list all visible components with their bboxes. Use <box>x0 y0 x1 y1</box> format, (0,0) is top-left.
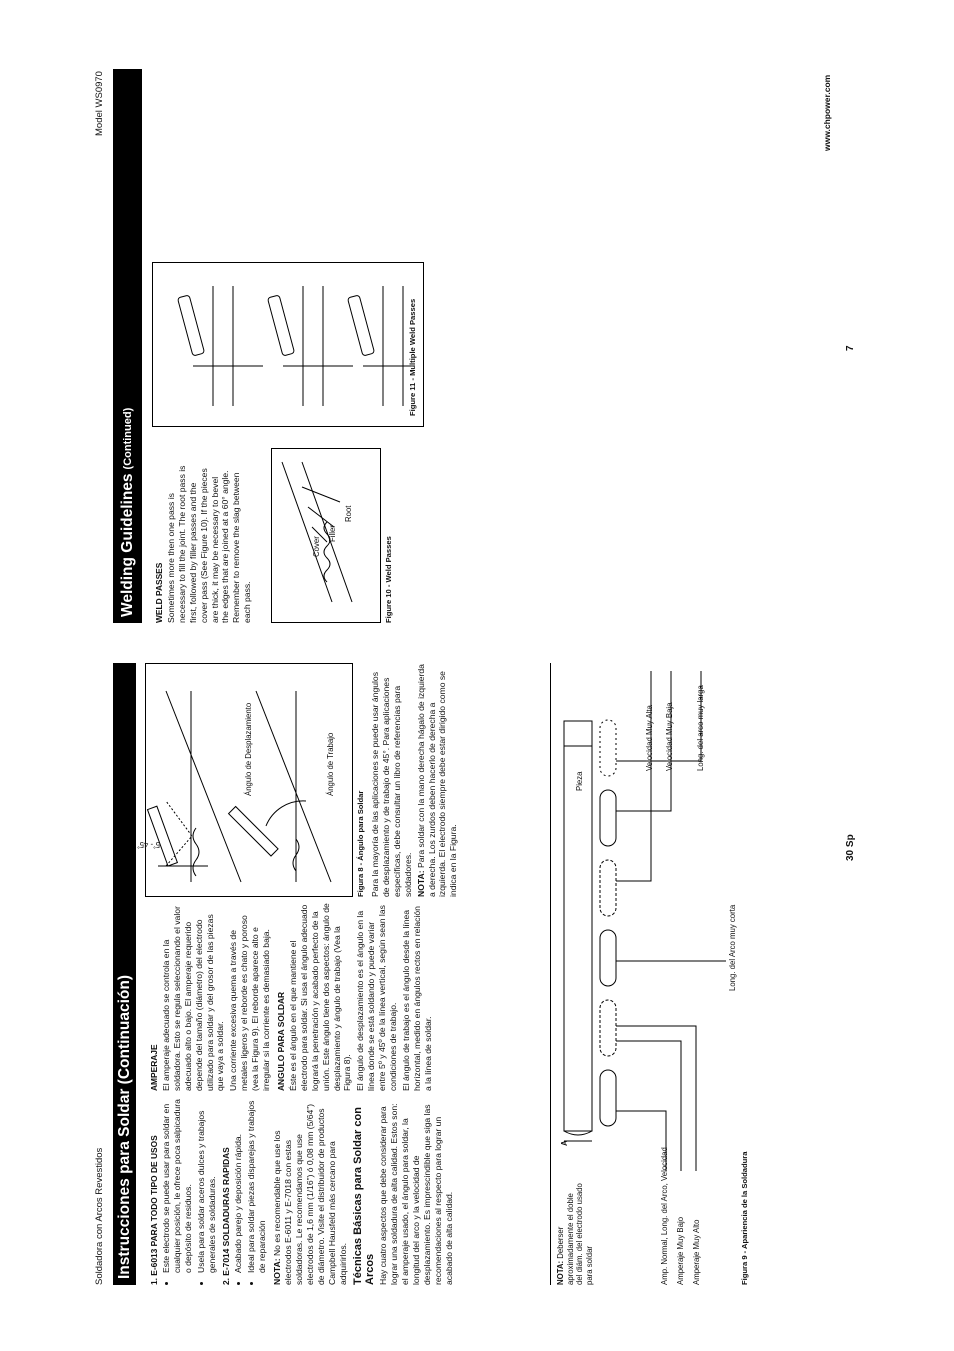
figure-8-box <box>137 663 353 897</box>
heading-e6013: 1. E-6013 PARA TODO TIPO DE USOS <box>149 1135 159 1285</box>
figure-9-note-line-1: Deberser <box>556 1226 565 1259</box>
note-text: No es recomendable que use los electrodos E-6011 y E-7018 con estas soldadoras. Le recomendamos que use electrodos de 1,6 mm (1/16”) ó 0,08 mm (5/64”) de diámetro. Visite el distribuidor de productos Campbell Hausfeld más cercano para adquirirlos. <box>272 1103 348 1285</box>
weld-passes-text <box>150 463 255 623</box>
figure-9-note-line-4: para soldar <box>584 1245 594 1285</box>
label-very-low-amp: Amperaje Muy Bajo <box>676 1216 685 1285</box>
section-title-right: Welding Guidelines <box>118 473 136 617</box>
section-title-bar-left <box>113 663 136 1285</box>
heading-amperage: AMPERAJE <box>149 1044 159 1091</box>
label-arc-too-long: Long. del arco muy larga <box>696 685 705 771</box>
figure-10-box <box>271 448 381 623</box>
handedness-note <box>416 663 460 897</box>
label-normal: Amp. Normal, Long. del Arco, Velocidad <box>660 1147 669 1285</box>
note-label: NOTA: <box>272 1258 283 1285</box>
figure-9-top-rule <box>550 663 551 1285</box>
travel-angle-label: Ángulo de Desplazamiento <box>244 702 253 796</box>
figure-8-caption: Figura 8 - Ángulo para Soldar <box>356 790 365 897</box>
figure-9-caption: Figura 9 - Apariencia de la Soldadura <box>740 1151 749 1285</box>
angle-text-3: El ángulo de trabajo es el ángulo desde la línea horizontal, medido en ángulos rectos en relación a la línea de soldar. <box>400 906 433 1091</box>
running-header-left: Soldadora con Arcos Revestidos <box>94 1147 105 1285</box>
section-title-suffix: (Continued) <box>121 407 134 470</box>
page-number-right: 7 <box>845 345 856 351</box>
figure-11-box <box>152 262 424 427</box>
work-angle-label: Ángulo de Trabajo <box>326 732 335 796</box>
bullet-e6013-1: • Este electrodo se puede usar para soldar en cualquier posición, le ofrece poca salpicadura o depósito de residuos. <box>161 1097 194 1273</box>
bullet-e6013-2: • Usela para soldar aceros dulces y trabajos generales de soldaduras. <box>196 1097 218 1273</box>
multiple-weld-passes-illustration <box>153 263 423 426</box>
angle-text-1: Éste es el ángulo en el que mantiene el electrodo para soldar. Si usa el ángulo adecuado logrará la penetración y acabado perfecto de la unión. Este ángulo tiene dos aspectos: ángulo de desplazamiento y ángulo de trabajo (Vea la Figura 8). <box>287 903 353 1091</box>
heading-e7014: 2. E-7014 SOLDADURAS RAPIDAS <box>221 1147 232 1285</box>
heading-basic-techniques: Técnicas Básicas para Soldar con Arcos <box>352 1107 377 1285</box>
heading-weld-passes: WELD PASSES <box>154 562 164 623</box>
text-column-3 <box>370 663 461 897</box>
page-number-left: 30 Sp <box>845 834 856 861</box>
amperage-text-2: Una corriente excesiva quema a través de metales ligeros y el reborde es chato y poroso (vea la Figura 9). El reborde aparece alto e irregular si la corriente es demasiado baja. <box>228 915 272 1091</box>
section-title-left: Instrucciones para Soldar (Continuación) <box>115 974 133 1279</box>
label-cover: Cover <box>312 536 321 557</box>
bullet-e7014-2: • Ideal para soldar piezas disparejas y trabajos de reparación <box>246 1097 268 1273</box>
figure-10-caption: Figure 10 - Weld Passes <box>384 536 393 623</box>
weld-passes-illustration <box>272 449 380 622</box>
text-column-2 <box>145 903 436 1091</box>
label-root: Root <box>344 505 353 522</box>
basic-techniques-text: Hay cuatro aspectos que debe considerar para lograr una soldadura de alta calidad. Estos son: el amperaje usado, el ángulo para soldar, la longitud del arco y la velocidad de desplazamiento. Es imprescindible que siga las recomendaciones al respecto para lograr un acabado de alta calidad. <box>378 1103 454 1285</box>
figure-9-note <box>556 1183 594 1285</box>
bullet-e7014-1: • Acabado parejo y deposición rápida. <box>233 1097 244 1273</box>
figure-9-note-line-3: del diám. del electrodo usado <box>575 1183 584 1285</box>
heading-welding-angle: ANGULO PARA SOLDAR <box>275 991 286 1091</box>
label-filler: Filler <box>328 525 337 542</box>
section-title-bar-right <box>113 69 142 623</box>
note-paragraph <box>272 1097 348 1285</box>
label-speed-very-high: Velocidad Muy Alta <box>645 705 654 771</box>
angle-application-text: Para la mayoría de las aplicaciones se puede usar ángulos de desplazamiento y de trabajo de 45°. Para aplicaciones específicas, debe consultar un libro de referencias para soldadores. <box>370 671 413 897</box>
figure-11-caption: Figure 11 - Multiple Weld Passes <box>408 298 417 416</box>
text-column-1 <box>145 1097 457 1285</box>
angle-range-label: 5˚- 45˚ <box>137 840 160 849</box>
label-workpiece: Pieza <box>575 771 584 791</box>
handedness-note-label: NOTA: <box>415 870 426 897</box>
figure-9-note-label: NOTA: <box>556 1260 565 1285</box>
dimension-a-label: A <box>560 1140 569 1146</box>
amperage-text-1: El amperaje adecuado se controla en la soldadora. Esto se regula seleccionando el valor adecuado alto o bajo. El amperaje requerido depende del tamaño (diámetro) del electrodo utilizado para soldar y del grosor de las piezas que vaya a soldar. <box>160 906 226 1091</box>
handedness-note-text: Para soldar con la mano derecha hágalo de izquierda a derecha. Los zurdos deben hacerlo de derecha a izquierda. El electrodo siempre debe estar dirigido como se indica en la Figura. <box>415 664 459 897</box>
label-arc-too-short: Long. del Arco muy corta <box>728 904 737 991</box>
weld-passes-paragraph: Sometimes more then one pass is necessary to fill the joint. The root pass is first, followed by filler passes and the cover pass (See Figure 10). If the pieces are thick, it may be necessary to bevel the edges that are joined at a 60° angle. Remember to remove the slag between each pass. <box>165 465 253 623</box>
running-header-right: Model WS0970 <box>94 71 105 136</box>
angle-text-2: El ángulo de desplazamiento es el ángulo en la línea donde se está soldando y puede variar entre 5º y 45º de la línea vertical, según sean las condiciones de trabajo. <box>355 905 399 1091</box>
label-very-high-amp: Amperaje Muy Alto <box>692 1219 701 1285</box>
figure-9-note-line-2: aproximadamente el doble <box>565 1193 575 1285</box>
website-footer: www.chpower.com <box>822 74 832 151</box>
label-speed-very-low: Velocidad Muy Baja <box>665 702 674 771</box>
